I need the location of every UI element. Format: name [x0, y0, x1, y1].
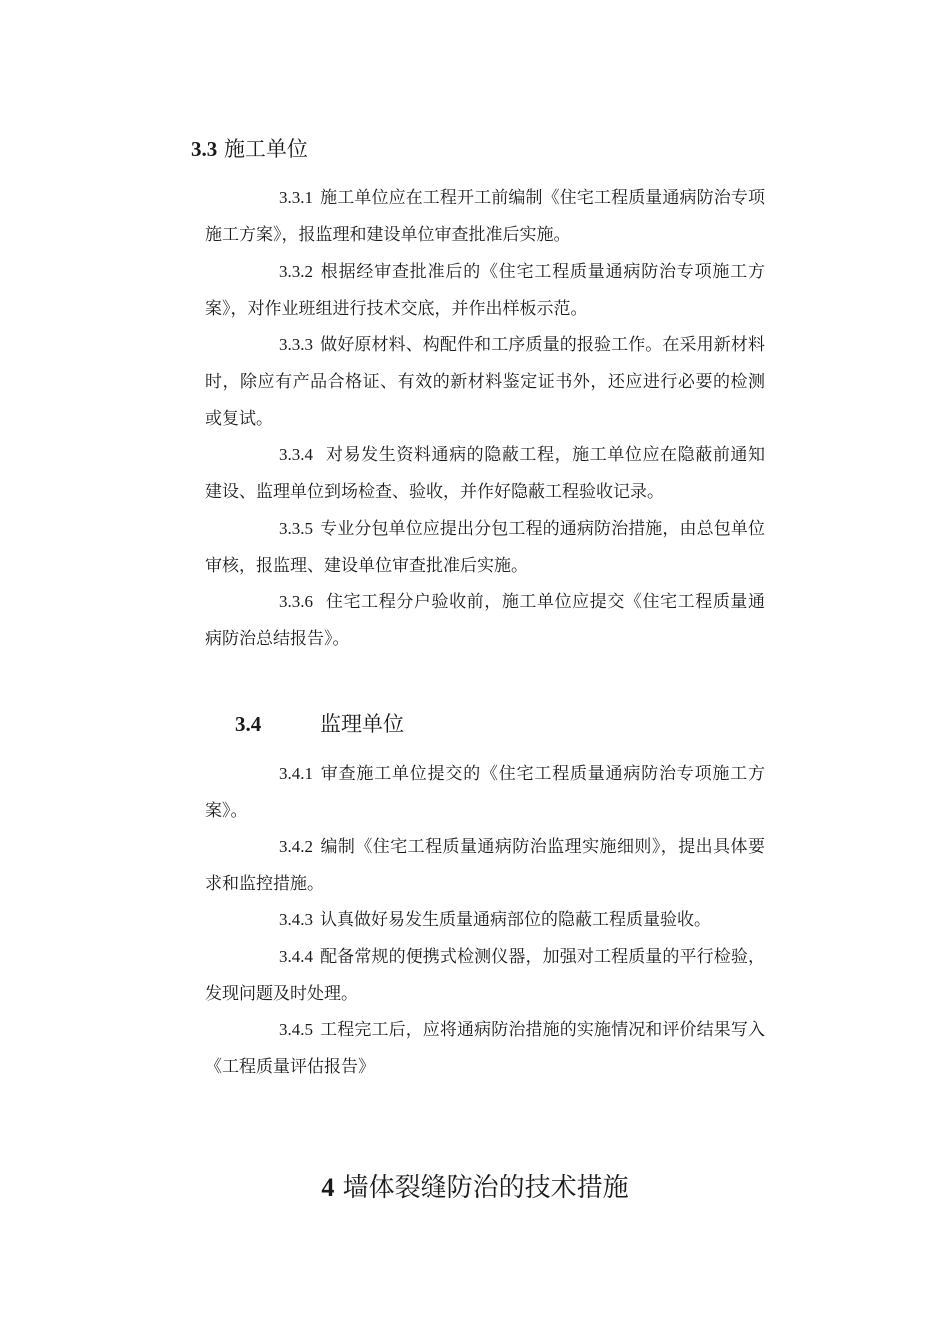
- section-title: 施工单位: [223, 137, 308, 161]
- section-3-3-heading: [191, 134, 308, 164]
- clause-3-3-5: [205, 511, 765, 585]
- clause-number: 3.3.2: [279, 262, 313, 281]
- section-number: 3.4: [235, 712, 262, 736]
- chapter-4-heading: [0, 1170, 950, 1206]
- clause-number: 3.3.4: [279, 445, 313, 464]
- clause-text: 专业分包单位应提出分包工程的通病防治措施，由总包单位审核，报监理、建设单位审查批准后实施。: [205, 519, 765, 576]
- clause-text: 编制《住宅工程质量通病防治监理实施细则》，提出具体要求和监控措施。: [205, 837, 765, 894]
- clause-text: 工程完工后，应将通病防治措施的实施情况和评价结果写入《工程质量评估报告》: [205, 1020, 765, 1077]
- clause-text: 施工单位应在工程开工前编制《住宅工程质量通病防治专项施工方案》，报监理和建设单位审查批准后实施。: [205, 188, 765, 245]
- clause-number: 3.3.3: [279, 335, 313, 354]
- section-3-4-heading: [235, 709, 404, 739]
- clause-3-3-4: [205, 437, 765, 511]
- clause-3-3-2: [205, 254, 765, 328]
- clause-number: 3.3.1: [279, 188, 313, 207]
- clause-number: 3.4.5: [279, 1020, 313, 1039]
- clause-text: 认真做好易发生质量通病部位的隐蔽工程质量验收。: [320, 910, 711, 930]
- clause-number: 3.4.3: [279, 910, 313, 929]
- clause-3-3-1: [205, 180, 765, 254]
- clause-3-3-6: [205, 584, 765, 658]
- clause-text: 住宅工程分户验收前，施工单位应提交《住宅工程质量通病防治总结报告》。: [205, 592, 765, 649]
- clause-3-3-3: [205, 327, 765, 437]
- clause-number: 3.4.2: [279, 837, 313, 856]
- section-number: 3.3: [191, 137, 218, 161]
- clause-3-4-1: [205, 756, 765, 830]
- chapter-title: 墙体裂缝防治的技术措施: [342, 1173, 629, 1203]
- clause-number: 3.3.5: [279, 519, 313, 538]
- clause-text: 配备常规的便携式检测仪器，加强对工程质量的平行检验，发现问题及时处理。: [205, 947, 765, 1004]
- clause-number: 3.4.1: [279, 764, 313, 783]
- clause-number: 3.3.6: [279, 592, 313, 611]
- clause-3-4-2: [205, 829, 765, 903]
- clause-text: 根据经审查批准后的《住宅工程质量通病防治专项施工方案》，对作业班组进行技术交底，并作出样板示范。: [205, 262, 765, 319]
- chapter-number: 4: [321, 1173, 335, 1202]
- clause-number: 3.4.4: [279, 947, 313, 966]
- clause-text: 审查施工单位提交的《住宅工程质量通病防治专项施工方案》。: [205, 764, 765, 821]
- clause-3-4-5: [205, 1012, 765, 1086]
- clause-text: 做好原材料、构配件和工序质量的报验工作。在采用新材料时，除应有产品合格证、有效的新材料鉴定证书外，还应进行必要的检测或复试。: [205, 335, 765, 429]
- section-title: 监理单位: [320, 712, 404, 736]
- clause-3-4-4: [205, 939, 765, 1013]
- clause-3-4-3: [205, 902, 765, 939]
- clause-text: 对易发生资料通病的隐蔽工程，施工单位应在隐蔽前通知建设、监理单位到场检查、验收，并作好隐蔽工程验收记录。: [205, 445, 765, 502]
